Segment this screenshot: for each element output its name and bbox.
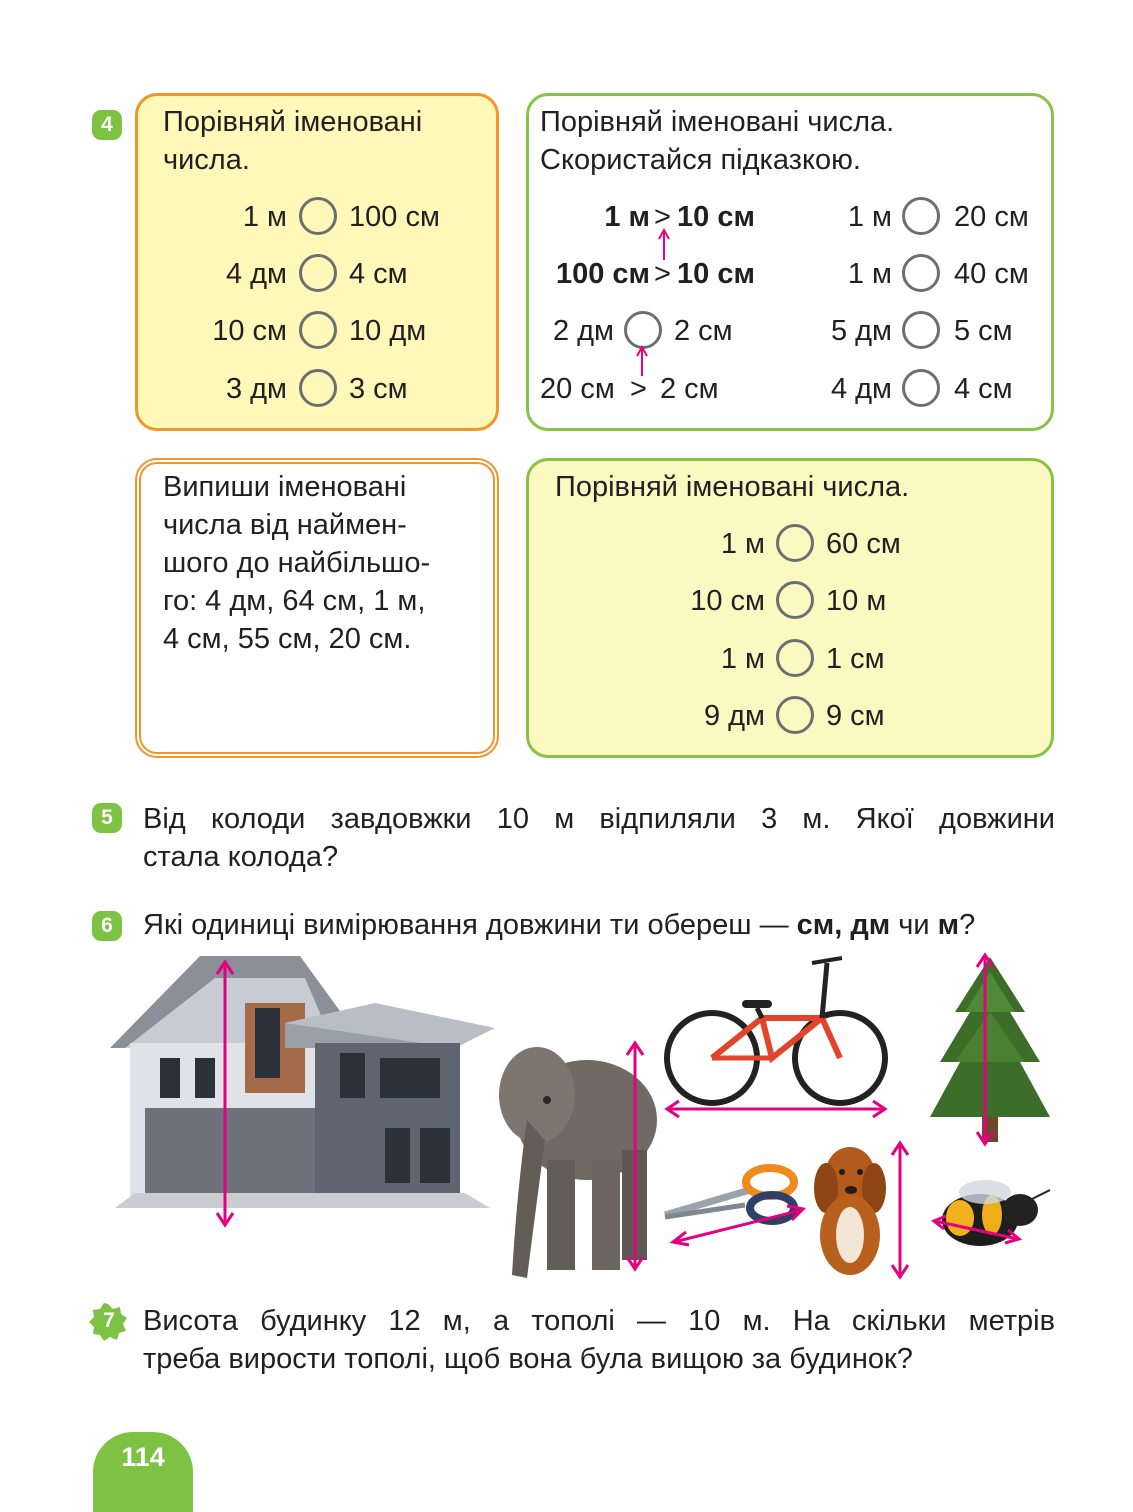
box4-row3-left: 1 м	[720, 643, 765, 675]
hint4-sign: >	[630, 373, 647, 405]
hint4-left: 20 см	[540, 373, 615, 405]
comparison-circle[interactable]	[902, 369, 940, 407]
box3-line4: го: 4 дм, 64 см, 1 м,	[163, 585, 426, 617]
box2-title-line2: Скористайся підказкою.	[540, 144, 861, 176]
comparison-circle[interactable]	[776, 581, 814, 619]
task-number-badge: 5	[92, 803, 122, 833]
house-image	[105, 948, 500, 1216]
box2-row4-left: 4 дм	[830, 373, 892, 405]
box1-row4-right: 3 см	[349, 373, 408, 405]
box2-row3-right: 5 см	[954, 315, 1013, 347]
task5-line2: стала колода?	[143, 841, 339, 873]
box1-row4-left: 3 дм	[225, 373, 287, 405]
box2-row1-right: 20 см	[954, 201, 1029, 233]
task6-qmark: ?	[959, 909, 976, 941]
box1-row2-left: 4 дм	[225, 258, 287, 290]
comparison-circle[interactable]	[299, 254, 337, 292]
comparison-circle[interactable]	[776, 696, 814, 734]
length-arrow	[930, 1215, 1022, 1245]
task6-text: Які одиниці вимірювання довжини ти обереш —	[143, 909, 797, 941]
height-arrow	[620, 1040, 650, 1272]
height-arrow	[970, 952, 1000, 1147]
bicycle-image	[662, 948, 890, 1108]
box3-line1: Випиши іменовані	[163, 471, 407, 503]
box1-title-line2: числа.	[163, 144, 250, 176]
length-arrow	[668, 1200, 808, 1250]
box1-row1-left: 1 м	[242, 201, 287, 233]
box4-row2-left: 10 см	[690, 585, 765, 617]
comparison-circle[interactable]	[776, 639, 814, 677]
hint2-right: 10 см	[677, 258, 755, 290]
task6-text-or: чи	[890, 909, 938, 941]
box2-row3-left: 5 дм	[830, 315, 892, 347]
box2-row2-right: 40 см	[954, 258, 1029, 290]
height-arrow	[885, 1140, 915, 1280]
task6-question	[143, 907, 975, 943]
comparison-circle[interactable]	[776, 524, 814, 562]
hint4-right: 2 см	[660, 373, 719, 405]
task-number-badge: 6	[92, 911, 122, 941]
box2-row4-right: 4 см	[954, 373, 1013, 405]
comparison-circle[interactable]	[299, 369, 337, 407]
box1-title-line1: Порівняй іменовані	[163, 106, 423, 138]
box4-row3-right: 1 см	[826, 643, 885, 675]
box4-row2-right: 10 м	[826, 585, 887, 617]
box4-row1-right: 60 см	[826, 528, 901, 560]
comparison-circle[interactable]	[299, 311, 337, 349]
comparison-circle[interactable]	[902, 197, 940, 235]
box2-row2-left: 1 м	[847, 258, 892, 290]
task5-line1: Від колоди завдовжки 10 м відпиляли 3 м. Якої довжини	[143, 803, 1055, 835]
comparison-circle[interactable]	[299, 197, 337, 235]
task7-line1: Висота будинку 12 м, а тополі — 10 м. На скільки метрів	[143, 1305, 1055, 1337]
task-number-badge: 7	[103, 1309, 115, 1332]
box1-row3-left: 10 см	[212, 315, 287, 347]
box4-title: Порівняй іменовані числа.	[555, 471, 910, 503]
task6-unit-m: м	[937, 909, 960, 941]
box3-line2: числа від наймен-	[163, 509, 407, 541]
box3-line5: 4 см, 55 см, 20 см.	[163, 623, 412, 655]
hint3-right: 2 см	[674, 315, 733, 347]
box2-row1-left: 1 м	[847, 201, 892, 233]
box1-row1-right: 100 см	[349, 201, 440, 233]
hint2-left: 100 см	[555, 258, 650, 290]
box3-line3: шого до найбільшо-	[163, 547, 431, 579]
length-arrow	[664, 1096, 888, 1122]
box1-row3-right: 10 дм	[349, 315, 427, 347]
task-number-badge: 4	[92, 110, 122, 140]
hint2-sign: >	[654, 258, 671, 290]
hint3-left: 2 дм	[552, 315, 614, 347]
hint1-right: 10 см	[677, 201, 755, 233]
page-number: 114	[93, 1432, 193, 1512]
height-arrow	[210, 958, 240, 1230]
comparison-circle[interactable]	[902, 254, 940, 292]
box4-row4-right: 9 см	[826, 700, 885, 732]
hint1-left: 1 м	[604, 201, 650, 233]
box4-row4-left: 9 дм	[703, 700, 765, 732]
hint1-sign: >	[654, 201, 671, 233]
box2-title-line1: Порівняй іменовані числа.	[540, 106, 895, 138]
hint-arrows	[620, 220, 680, 380]
box4-row1-left: 1 м	[720, 528, 765, 560]
task6-units: см, дм	[796, 909, 891, 941]
box1-row2-right: 4 см	[349, 258, 408, 290]
comparison-circle[interactable]	[902, 311, 940, 349]
task7-line2: треба вирости тополі, щоб вона була вищою за будинок?	[143, 1343, 913, 1375]
